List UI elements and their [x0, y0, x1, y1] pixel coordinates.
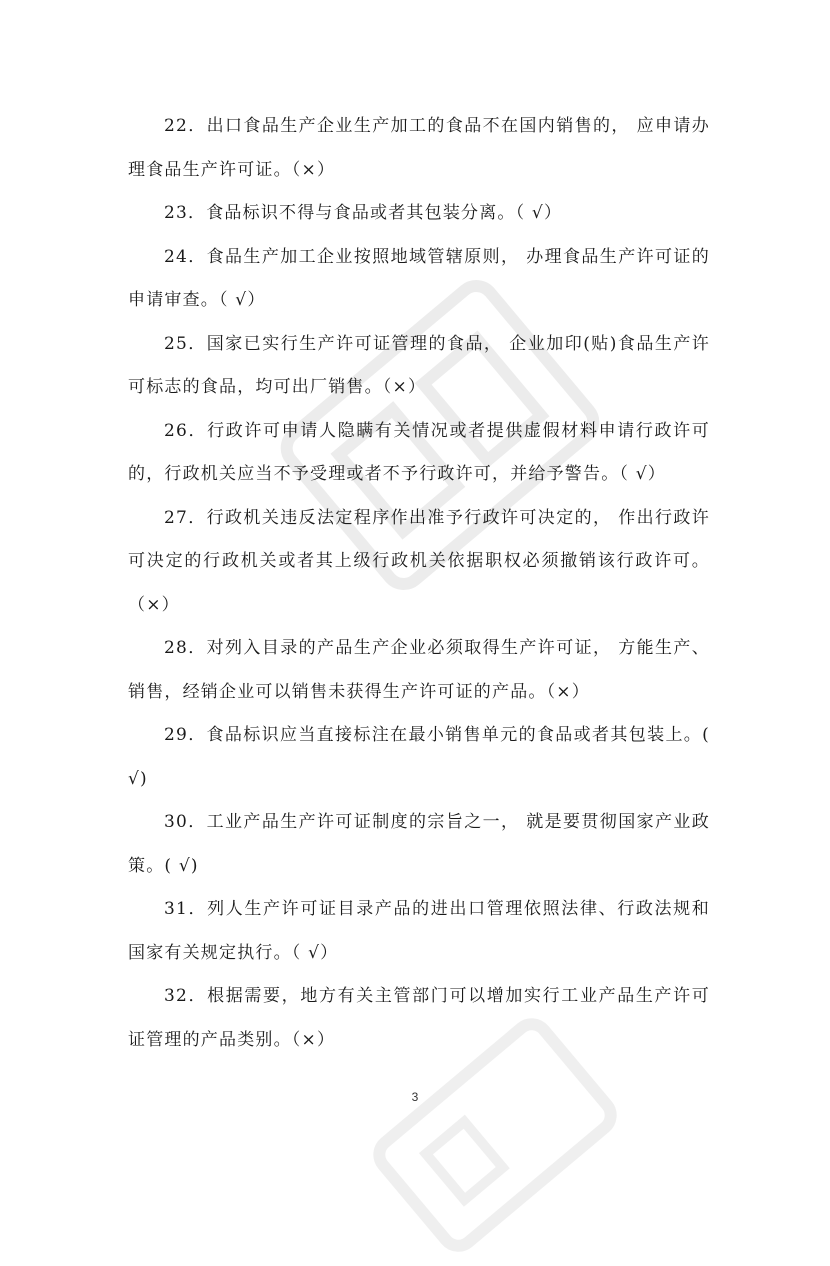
list-item: 30．工业产品生产许可证制度的宗旨之一， 就是要贯彻国家产业政策。( √) [128, 812, 710, 876]
list-item: 25．国家已实行生产许可证管理的食品， 企业加印(贴)食品生产许可标志的食品，均可出厂销售。（×） [128, 333, 710, 397]
list-item: 26．行政许可申请人隐瞒有关情况或者提供虚假材料申请行政许可的，行政机关应当不予受理或者不予行政许可，并给予警告。（ √） [128, 420, 710, 484]
list-item: 24．食品生产加工企业按照地域管辖原则， 办理食品生产许可证的申请审查。（ √） [128, 246, 710, 310]
list-item: 22．出口食品生产企业生产加工的食品不在国内销售的， 应申请办理食品生产许可证。（×） [128, 116, 710, 180]
list-item: 27．行政机关违反法定程序作出准予行政许可决定的， 作出行政许可决定的行政机关或者其上级行政机关依据职权必须撤销该行政许可。（×） [128, 507, 710, 615]
page-number: 3 [411, 1090, 419, 1104]
list-item: 32．根据需要，地方有关主管部门可以增加实行工业产品生产许可证管理的产品类别。（×） [128, 986, 710, 1050]
list-item: 28．对列入目录的产品生产企业必须取得生产许可证， 方能生产、销售，经销企业可以销售未获得生产许可证的产品。（×） [128, 638, 710, 702]
list-item: 29．食品标识应当直接标注在最小销售单元的食品或者其包装上。( √) [128, 725, 710, 789]
question-list [128, 105, 710, 1062]
list-item: 23．食品标识不得与食品或者其包装分离。（ √） [164, 203, 563, 223]
list-item: 31．列人生产许可证目录产品的进出口管理依照法律、行政法规和国家有关规定执行。（ √） [128, 899, 710, 963]
